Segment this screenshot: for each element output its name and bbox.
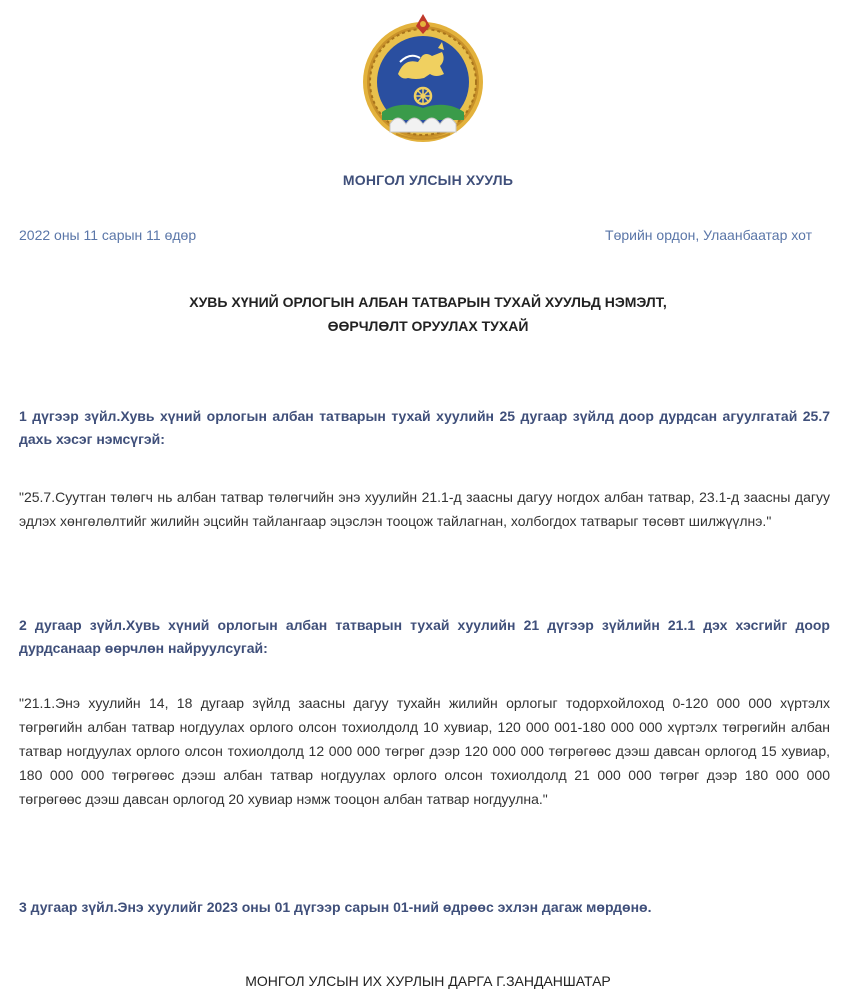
state-emblem-icon xyxy=(360,12,486,152)
article-2-body: "21.1.Энэ хуулийн 14, 18 дугаар зүйлд заасны дагуу тухайн жилийн орлогыг тодорхойлоход 0-120 000 000 хүртэлх төгрөгийн албан татвар ногдуулах орлого олсон тохиолдолд 10 хувиар, 120 000 001-180 000 000 хүртэлх төгрөгийн албан татвар ногдуулах орлого олсон тохиолдолд 12 000 000 төгрөг дээр 120 000 000 төгрөгөөс дээш давсан орлогод 15 хувиар, 180 000 000 төгрөгөөс дээш албан татвар ногдуулах орлого олсон тохиолдолд 21 000 000 төгрөг дээр 180 000 000 төгрөгөөс дээш давсан орлогод 20 хувиар нэмж тооцон албан татвар ногдуулна." xyxy=(19,695,830,807)
document-title-line-2: ӨӨРЧЛӨЛТ ОРУУЛАХ ТУХАЙ xyxy=(327,318,529,334)
chairman-signature: МОНГОЛ УЛСЫН ИХ ХУРЛЫН ДАРГА Г.ЗАНДАНШАТАР xyxy=(245,973,611,989)
article-2-heading: 2 дугаар зүйл.Хувь хүний орлогын албан татварын тухай хуулийн 21 дүгээр зүйлийн 21.1 дэх хэсгийг доор дурдсанаар өөрчлөн найруулсугай: xyxy=(19,617,830,656)
law-place: Төрийн ордон, Улаанбаатар хот xyxy=(605,227,812,243)
article-1-body: "25.7.Суутган төлөгч нь албан татвар төлөгчийн энэ хуулийн 21.1-д заасны дагуу ногдох албан татвар, 23.1-д заасны дагуу эдлэх хөнгөлөлтийг жилийн эцсийн тайлангаар эцэслэн тооцож тайлагнан, холбогдох татварыг төсөвт шилжүүлнэ." xyxy=(19,489,830,529)
document-title xyxy=(0,290,856,338)
article-3-heading: 3 дугаар зүйл.Энэ хуулийг 2023 оны 01 дүгээр сарын 01-ний өдрөөс эхлэн дагаж мөрдөнө. xyxy=(19,899,652,915)
document-title-line-1: ХУВЬ ХҮНИЙ ОРЛОГЫН АЛБАН ТАТВАРЫН ТУХАЙ ХУУЛЬД НЭМЭЛТ, xyxy=(189,294,667,310)
state-emblem xyxy=(360,12,486,152)
meta-row xyxy=(19,227,812,243)
law-date: 2022 оны 11 сарын 11 өдөр xyxy=(19,227,197,243)
article-1-heading: 1 дүгээр зүйл.Хувь хүний орлогын албан татварын тухай хуулийн 25 дугаар зүйлд доор дурдсан агуулгатай 25.7 дахь хэсэг нэмсүгэй: xyxy=(19,408,830,447)
law-heading: МОНГОЛ УЛСЫН ХУУЛЬ xyxy=(342,172,514,188)
